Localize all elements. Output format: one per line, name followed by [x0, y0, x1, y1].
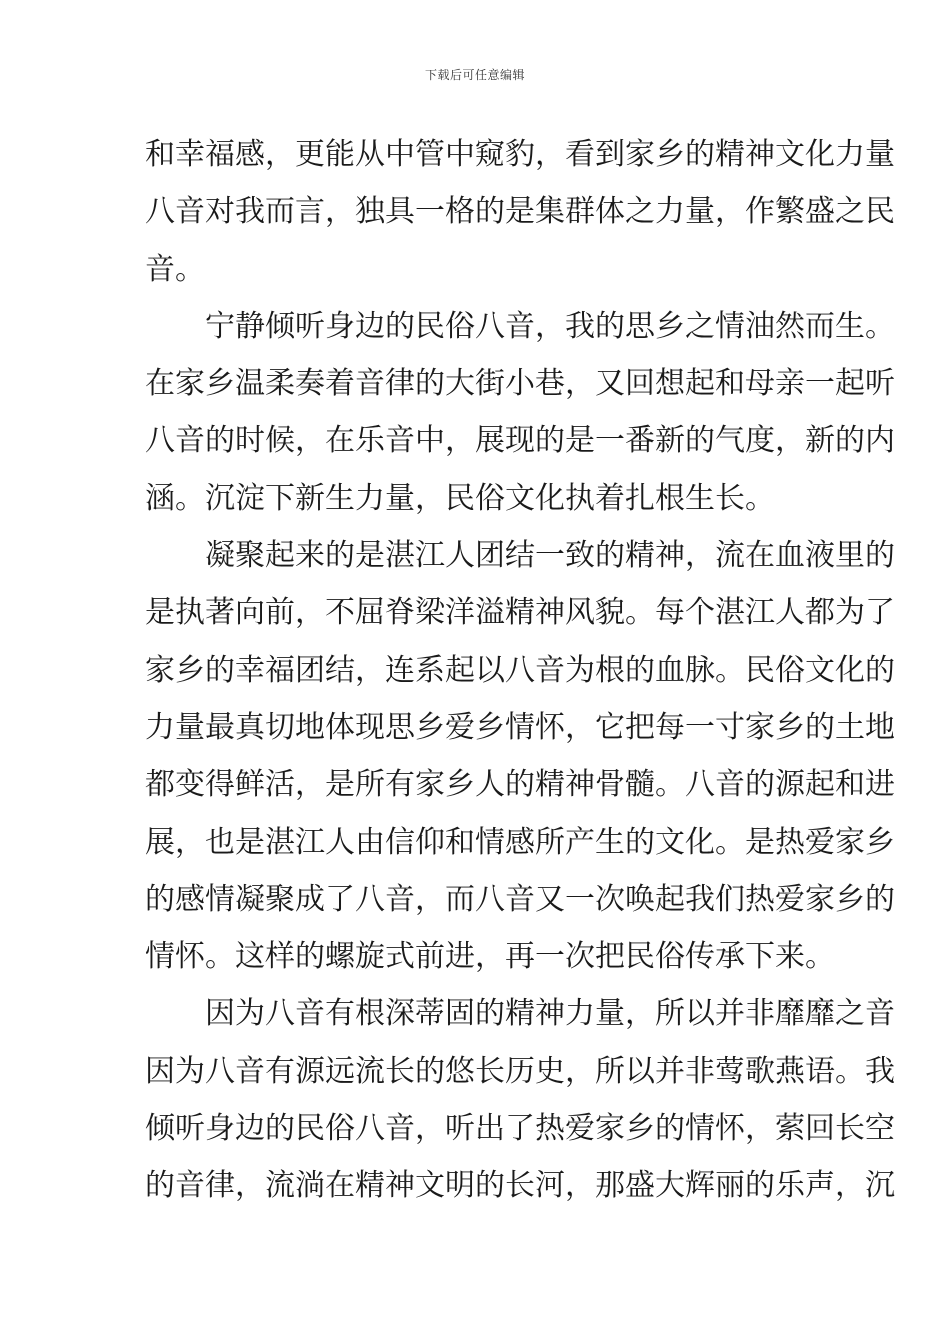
paragraph: [145, 298, 895, 527]
text-line: 都变得鲜活，是所有家乡人的精神骨髓。八音的源起和进: [145, 767, 895, 803]
text-line: 情怀。这样的螺旋式前进，再一次把民俗传承下来。: [145, 939, 835, 975]
text-line: 八音对我而言，独具一格的是集群体之力量，作繁盛之民: [145, 194, 895, 230]
paragraph: [145, 126, 895, 298]
text-line: 家乡的幸福团结，连系起以八音为根的血脉。民俗文化的: [145, 652, 895, 688]
text-line: 和幸福感，更能从中管中窥豹，看到家乡的精神文化力量: [145, 137, 895, 172]
text-line: 力量最真切地体现思乡爱乡情怀，它把每一寸家乡的土地: [145, 709, 895, 745]
page-header-note: 下载后可任意编辑: [424, 68, 525, 82]
document-body: [145, 126, 895, 1215]
text-line: 音。: [145, 251, 205, 287]
text-line: 的音律，流淌在精神文明的长河，那盛大辉丽的乐声，沉: [145, 1168, 895, 1204]
text-line: 八音的时候，在乐音中，展现的是一番新的气度，新的内: [145, 423, 895, 459]
text-line: 因为八音有根深蒂固的精神力量，所以并非靡靡之音: [205, 996, 895, 1032]
text-line: 是执著向前，不屈脊梁洋溢精神风貌。每个湛江人都为了: [145, 595, 895, 631]
text-line: 凝聚起来的是湛江人团结一致的精神，流在血液里的: [205, 538, 895, 574]
paragraph: [145, 985, 895, 1214]
paragraph: [145, 527, 895, 985]
text-line: 涵。沉淀下新生力量，民俗文化执着扎根生长。: [145, 480, 775, 516]
text-line: 在家乡温柔奏着音律的大街小巷，又回想起和母亲一起听: [145, 366, 895, 402]
text-line: 展，也是湛江人由信仰和情感所产生的文化。是热爱家乡: [145, 824, 895, 860]
text-line: 的感情凝聚成了八音，而八音又一次唤起我们热爱家乡的: [145, 881, 895, 917]
text-line: 倾听身边的民俗八音，听出了热爱家乡的情怀，萦回长空: [145, 1111, 895, 1147]
text-line: 因为八音有源远流长的悠长历史，所以并非莺歌燕语。我: [145, 1053, 895, 1089]
text-line: 宁静倾听身边的民俗八音，我的思乡之情油然而生。: [205, 308, 895, 344]
